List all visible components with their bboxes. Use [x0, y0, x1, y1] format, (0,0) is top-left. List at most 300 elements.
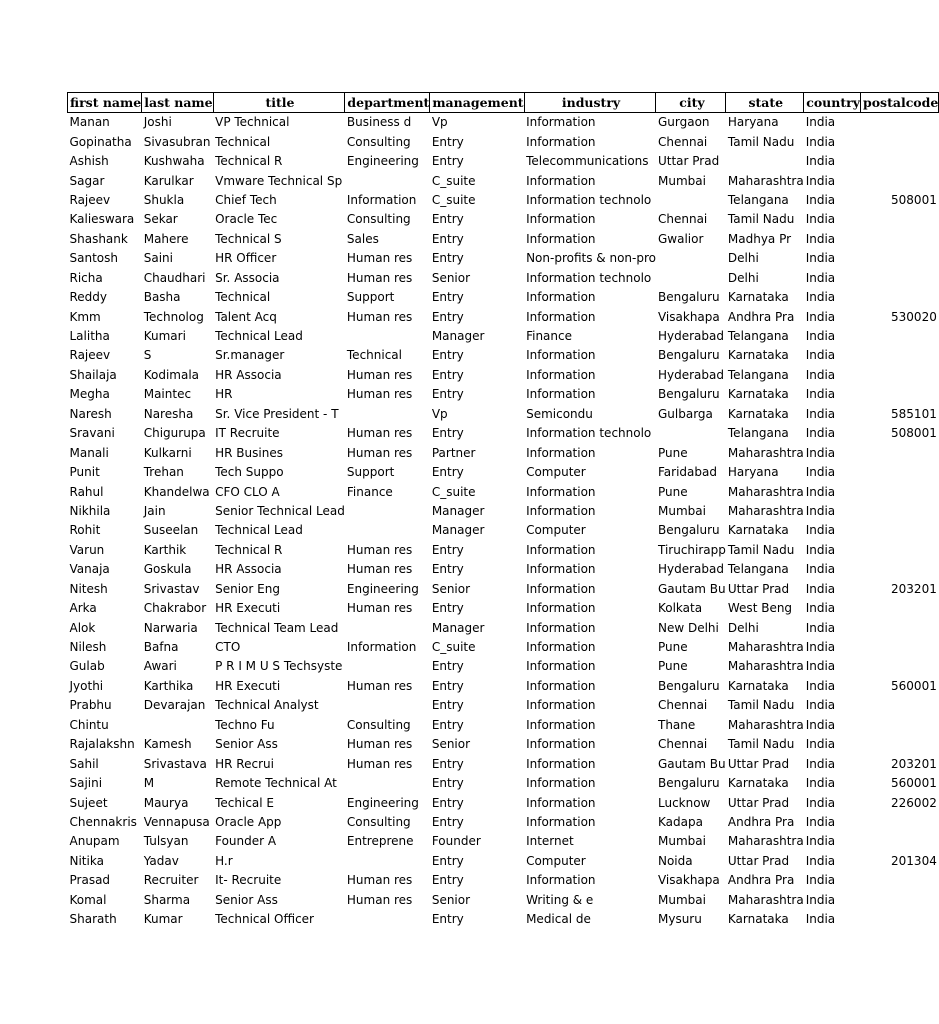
table-cell-postalcode[interactable] — [860, 152, 938, 171]
table-cell-postalcode[interactable]: 201304 — [891, 853, 937, 868]
table-cell-title[interactable]: HR Associa — [215, 367, 282, 382]
table-cell-postalcode[interactable]: 560001 — [891, 776, 937, 791]
table-cell-industry[interactable]: Information — [526, 309, 596, 324]
table-cell-title[interactable]: Technical Team Lead — [215, 620, 339, 635]
table-cell-state[interactable]: Telangana — [727, 562, 789, 577]
table-cell-management[interactable]: Partner — [431, 445, 476, 460]
table-cell-department[interactable] — [345, 327, 430, 346]
table-cell-management[interactable]: Entry — [431, 873, 464, 888]
table-cell-department[interactable]: Human res — [346, 873, 413, 888]
table-cell-industry[interactable]: Information — [526, 290, 596, 305]
table-cell-first-name[interactable]: Varun — [69, 542, 105, 557]
table-cell-last-name[interactable]: Awari — [143, 659, 177, 674]
table-cell-postalcode[interactable] — [860, 463, 938, 482]
header-cell[interactable]: department — [345, 93, 430, 113]
table-cell-title[interactable]: Techno Fu — [215, 717, 275, 732]
table-cell-title[interactable]: Sr.manager — [215, 348, 285, 363]
header-cell[interactable]: first name — [68, 93, 142, 113]
table-cell-department[interactable]: Human res — [346, 601, 413, 616]
table-cell-postalcode[interactable] — [860, 210, 938, 229]
table-cell-state[interactable]: Uttar Prad — [727, 756, 790, 771]
table-cell-city[interactable] — [656, 249, 726, 268]
table-cell-state[interactable]: Tamil Nadu — [727, 698, 795, 713]
table-cell-title[interactable]: HR Busines — [215, 445, 283, 460]
table-cell-management[interactable]: Entry — [431, 659, 464, 674]
table-cell-management[interactable]: Entry — [431, 290, 464, 305]
table-cell-title[interactable]: Sr. Associa — [215, 270, 280, 285]
table-cell-city[interactable]: Visakhapa — [657, 309, 720, 324]
table-cell-first-name[interactable]: Gopinatha — [69, 134, 132, 149]
table-cell-department[interactable]: Human res — [346, 367, 413, 382]
table-cell-last-name[interactable]: Mahere — [143, 231, 189, 246]
table-cell-department[interactable]: Human res — [346, 756, 413, 771]
table-cell-city[interactable]: Gurgaon — [657, 115, 710, 130]
table-cell-first-name[interactable]: Manan — [69, 115, 110, 130]
table-cell-city[interactable]: Chennai — [657, 134, 708, 149]
table-cell-first-name[interactable]: Chintu — [69, 717, 109, 732]
table-cell-state[interactable]: Maharashtra — [727, 717, 804, 732]
table-cell-state[interactable]: Haryana — [727, 465, 779, 480]
table-cell-industry[interactable]: Information — [526, 795, 596, 810]
table-cell-state[interactable]: Maharashtra — [727, 659, 804, 674]
table-cell-title[interactable]: HR — [215, 387, 233, 402]
header-cell[interactable]: industry — [524, 93, 656, 113]
table-cell-industry[interactable]: Medical de — [526, 912, 591, 927]
table-cell-state[interactable]: Karnataka — [727, 348, 789, 363]
table-cell-city[interactable]: Noida — [657, 853, 693, 868]
table-cell-management[interactable]: Entry — [431, 367, 464, 382]
table-cell-postalcode[interactable] — [860, 482, 938, 501]
table-cell-title[interactable]: IT Recruite — [215, 426, 280, 441]
table-cell-department[interactable]: Human res — [346, 892, 413, 907]
table-cell-city[interactable]: Gautam Bu — [657, 756, 726, 771]
table-cell-last-name[interactable]: Tulsyan — [143, 834, 189, 849]
table-cell-postalcode[interactable] — [860, 599, 938, 618]
table-cell-industry[interactable]: Information — [526, 542, 596, 557]
table-cell-country[interactable]: India — [805, 601, 836, 616]
table-cell-industry[interactable]: Information — [526, 348, 596, 363]
table-cell-postalcode[interactable] — [860, 230, 938, 249]
table-cell-last-name[interactable]: Chigurupa — [143, 426, 206, 441]
table-cell-last-name[interactable]: Trehan — [143, 465, 184, 480]
table-cell-department[interactable]: Consulting — [346, 134, 411, 149]
table-cell-first-name[interactable]: Alok — [69, 620, 96, 635]
table-cell-management[interactable]: Vp — [431, 115, 448, 130]
table-cell-country[interactable]: India — [805, 387, 836, 402]
table-cell-management[interactable]: Vp — [431, 406, 448, 421]
table-cell-country[interactable]: India — [805, 134, 836, 149]
table-cell-last-name[interactable]: Maurya — [143, 795, 189, 810]
table-cell-department[interactable]: Human res — [346, 309, 413, 324]
table-cell-state[interactable]: Andhra Pra — [727, 873, 795, 888]
table-cell-city[interactable]: Pune — [657, 445, 688, 460]
table-cell-country[interactable]: India — [805, 562, 836, 577]
table-cell-postalcode[interactable] — [860, 735, 938, 754]
table-cell-state[interactable]: Tamil Nadu — [727, 134, 795, 149]
table-cell-state[interactable]: Tamil Nadu — [727, 212, 795, 227]
table-cell-country[interactable]: India — [805, 231, 836, 246]
table-cell-last-name[interactable]: Joshi — [143, 115, 172, 130]
table-cell-state[interactable]: Telangana — [727, 192, 789, 207]
table-cell-last-name[interactable]: Vennapusa — [143, 814, 210, 829]
table-cell-first-name[interactable]: Komal — [69, 892, 107, 907]
table-cell-department[interactable]: Business d — [346, 115, 412, 130]
table-cell-title[interactable]: Technical Lead — [215, 523, 303, 538]
table-cell-city[interactable]: Mumbai — [657, 503, 706, 518]
table-cell-country[interactable]: India — [805, 192, 836, 207]
table-cell-state[interactable]: Karnataka — [727, 387, 789, 402]
table-cell-industry[interactable]: Information — [526, 212, 596, 227]
table-cell-country[interactable]: India — [805, 640, 836, 655]
table-cell-postalcode[interactable] — [860, 891, 938, 910]
table-cell-first-name[interactable]: Nikhila — [69, 503, 111, 518]
table-cell-industry[interactable]: Computer — [526, 465, 586, 480]
table-cell-city[interactable]: Bengaluru — [657, 776, 720, 791]
table-cell-title[interactable]: Sr. Vice President - T — [215, 406, 339, 421]
table-cell-management[interactable]: Founder — [431, 834, 481, 849]
table-cell-state[interactable]: Andhra Pra — [727, 309, 795, 324]
table-cell-state[interactable]: Telangana — [727, 367, 789, 382]
table-cell-industry[interactable]: Information — [526, 231, 596, 246]
table-cell-state[interactable]: Delhi — [727, 251, 759, 266]
table-cell-last-name[interactable]: Srivastava — [143, 756, 207, 771]
table-cell-title[interactable]: Senior Ass — [215, 737, 278, 752]
table-cell-last-name[interactable]: M — [143, 776, 155, 791]
table-cell-title[interactable]: Technical R — [215, 154, 283, 169]
table-cell-first-name[interactable]: Naresh — [69, 406, 112, 421]
table-cell-last-name[interactable]: Karulkar — [143, 173, 194, 188]
table-cell-postalcode[interactable] — [860, 502, 938, 521]
table-cell-department[interactable]: Engineering — [346, 154, 419, 169]
table-cell-last-name[interactable]: Chakrabor — [143, 601, 207, 616]
table-cell-first-name[interactable]: Vanaja — [69, 562, 110, 577]
table-cell-management[interactable]: Entry — [431, 698, 464, 713]
table-cell-state[interactable]: Maharashtra — [727, 445, 804, 460]
header-cell[interactable]: country — [804, 93, 861, 113]
table-cell-last-name[interactable]: Khandelwa — [143, 484, 210, 499]
table-cell-industry[interactable]: Information — [526, 659, 596, 674]
table-cell-first-name[interactable]: Kalieswara — [69, 212, 135, 227]
table-cell-industry[interactable]: Information technolo — [526, 192, 652, 207]
table-cell-department[interactable]: Human res — [346, 270, 413, 285]
table-cell-title[interactable]: Techical E — [215, 795, 275, 810]
table-cell-country[interactable]: India — [805, 367, 836, 382]
table-cell-first-name[interactable]: Prabhu — [69, 698, 112, 713]
header-cell[interactable]: title — [213, 93, 345, 113]
table-cell-title[interactable]: HR Executi — [215, 601, 281, 616]
table-cell-management[interactable]: Entry — [431, 795, 464, 810]
table-cell-city[interactable]: Mumbai — [657, 834, 706, 849]
table-cell-department[interactable]: Engineering — [346, 581, 419, 596]
table-cell-department[interactable] — [345, 405, 430, 424]
table-cell-industry[interactable]: Information — [526, 445, 596, 460]
table-cell-postalcode[interactable] — [860, 327, 938, 346]
table-cell-last-name[interactable]: Bafna — [143, 640, 179, 655]
table-cell-first-name[interactable]: Prasad — [69, 873, 111, 888]
table-cell-first-name[interactable]: Rahul — [69, 484, 104, 499]
table-cell-industry[interactable]: Information — [526, 737, 596, 752]
table-cell-first-name[interactable]: Kmm — [69, 309, 101, 324]
table-cell-title[interactable]: HR Recrui — [215, 756, 274, 771]
table-cell-industry[interactable]: Information — [526, 134, 596, 149]
table-cell-state[interactable]: Telangana — [727, 329, 789, 344]
table-cell-department[interactable]: Sales — [346, 231, 379, 246]
table-cell-industry[interactable]: Information — [526, 387, 596, 402]
table-cell-country[interactable]: India — [805, 212, 836, 227]
table-cell-management[interactable]: Manager — [431, 620, 485, 635]
table-cell-country[interactable]: India — [805, 154, 836, 169]
table-cell-city[interactable]: Mumbai — [657, 173, 706, 188]
table-cell-title[interactable]: Technical — [215, 290, 271, 305]
table-cell-title[interactable]: It- Recruite — [215, 873, 282, 888]
table-cell-management[interactable]: C_suite — [431, 484, 476, 499]
table-cell-country[interactable]: India — [805, 426, 836, 441]
table-cell-management[interactable]: Entry — [431, 348, 464, 363]
table-cell-industry[interactable]: Information — [526, 115, 596, 130]
table-cell-postalcode[interactable] — [860, 249, 938, 268]
table-cell-country[interactable]: India — [805, 270, 836, 285]
table-cell-management[interactable]: Entry — [431, 426, 464, 441]
table-cell-management[interactable]: Manager — [431, 329, 485, 344]
table-cell-management[interactable]: Entry — [431, 912, 464, 927]
table-cell-city[interactable]: Kolkata — [657, 601, 703, 616]
table-cell-title[interactable]: HR Officer — [215, 251, 277, 266]
table-cell-city[interactable]: Mysuru — [657, 912, 702, 927]
table-cell-city[interactable]: Gulbarga — [657, 406, 713, 421]
table-cell-first-name[interactable]: Santosh — [69, 251, 118, 266]
table-cell-postalcode[interactable] — [860, 638, 938, 657]
table-cell-first-name[interactable]: Sharath — [69, 912, 117, 927]
table-cell-postalcode[interactable] — [860, 832, 938, 851]
table-cell-city[interactable]: Chennai — [657, 698, 708, 713]
table-cell-title[interactable]: Technical — [215, 134, 271, 149]
table-cell-title[interactable]: Vmware Technical Sp — [215, 173, 343, 188]
table-cell-country[interactable]: India — [805, 892, 836, 907]
table-cell-management[interactable]: Entry — [431, 678, 464, 693]
table-cell-department[interactable] — [345, 774, 430, 793]
table-cell-management[interactable]: Entry — [431, 134, 464, 149]
table-cell-management[interactable]: C_suite — [431, 173, 476, 188]
table-cell-postalcode[interactable]: 226002 — [891, 795, 937, 810]
table-cell-department[interactable] — [345, 910, 430, 929]
table-cell-title[interactable]: HR Associa — [215, 562, 282, 577]
table-cell-department[interactable]: Engineering — [346, 795, 419, 810]
table-cell-last-name[interactable]: Karthika — [143, 678, 194, 693]
table-cell-country[interactable]: India — [805, 873, 836, 888]
table-cell-last-name[interactable]: Naresha — [143, 406, 194, 421]
table-cell-title[interactable]: Technical Lead — [215, 329, 303, 344]
table-cell-department[interactable] — [345, 502, 430, 521]
table-cell-first-name[interactable]: Reddy — [69, 290, 108, 305]
table-cell-management[interactable]: Entry — [431, 154, 464, 169]
table-cell-title[interactable]: CFO CLO A — [215, 484, 280, 499]
table-cell-country[interactable]: India — [805, 484, 836, 499]
table-cell-department[interactable]: Consulting — [346, 212, 411, 227]
table-cell-city[interactable]: Pune — [657, 640, 688, 655]
table-cell-management[interactable]: Entry — [431, 212, 464, 227]
table-cell-management[interactable]: Entry — [431, 542, 464, 557]
table-cell-first-name[interactable]: Rohit — [69, 523, 101, 538]
table-cell-industry[interactable]: Semicondu — [526, 406, 593, 421]
table-cell-department[interactable] — [345, 618, 430, 637]
table-cell-industry[interactable]: Information technolo — [526, 426, 652, 441]
table-cell-management[interactable]: Manager — [431, 503, 485, 518]
table-cell-country[interactable]: India — [805, 853, 836, 868]
table-cell-state[interactable]: Madhya Pr — [727, 231, 792, 246]
table-cell-department[interactable] — [345, 657, 430, 676]
table-cell-postalcode[interactable]: 585101 — [891, 406, 937, 421]
table-cell-department[interactable]: Information — [346, 192, 417, 207]
table-cell-last-name[interactable]: Chaudhari — [143, 270, 206, 285]
table-cell-state[interactable]: Karnataka — [727, 290, 789, 305]
table-cell-management[interactable]: Senior — [431, 892, 471, 907]
table-cell-department[interactable] — [345, 852, 430, 871]
table-cell-department[interactable]: Human res — [346, 542, 413, 557]
table-cell-department[interactable] — [345, 696, 430, 715]
table-cell-industry[interactable]: Information — [526, 814, 596, 829]
table-cell-postalcode[interactable] — [860, 346, 938, 365]
table-cell-country[interactable]: India — [805, 503, 836, 518]
table-cell-industry[interactable]: Information — [526, 367, 596, 382]
table-cell-country[interactable]: India — [805, 309, 836, 324]
table-cell-last-name[interactable]: Maintec — [143, 387, 192, 402]
table-cell-country[interactable]: India — [805, 912, 836, 927]
table-cell-last-name[interactable]: Sekar — [143, 212, 178, 227]
table-cell-management[interactable]: Manager — [431, 523, 485, 538]
table-cell-first-name[interactable]: Nitika — [69, 853, 104, 868]
table-cell-industry[interactable]: Information — [526, 620, 596, 635]
table-cell-department[interactable]: Finance — [346, 484, 393, 499]
table-cell-first-name[interactable]: Richa — [69, 270, 103, 285]
table-cell-management[interactable]: Senior — [431, 737, 471, 752]
table-cell-title[interactable]: Senior Ass — [215, 892, 278, 907]
table-cell-country[interactable]: India — [805, 115, 836, 130]
table-cell-postalcode[interactable] — [860, 288, 938, 307]
table-cell-state[interactable] — [726, 152, 804, 171]
table-cell-city[interactable]: Uttar Prad — [657, 154, 720, 169]
table-cell-state[interactable]: Karnataka — [727, 678, 789, 693]
table-cell-last-name[interactable]: Devarajan — [143, 698, 206, 713]
table-cell-department[interactable]: Human res — [346, 678, 413, 693]
table-cell-industry[interactable]: Information technolo — [526, 270, 652, 285]
table-cell-first-name[interactable]: Sujeet — [69, 795, 108, 810]
table-cell-industry[interactable]: Information — [526, 698, 596, 713]
table-cell-first-name[interactable]: Ashish — [69, 154, 109, 169]
table-cell-department[interactable]: Technical — [346, 348, 402, 363]
table-cell-management[interactable]: Entry — [431, 717, 464, 732]
table-cell-country[interactable]: India — [805, 737, 836, 752]
table-cell-country[interactable]: India — [805, 756, 836, 771]
table-cell-last-name[interactable]: Shukla — [143, 192, 185, 207]
table-cell-title[interactable]: Remote Technical At — [215, 776, 337, 791]
table-cell-last-name[interactable]: Saini — [143, 251, 173, 266]
table-cell-country[interactable]: India — [805, 465, 836, 480]
table-cell-management[interactable]: Entry — [431, 756, 464, 771]
table-cell-country[interactable]: India — [805, 659, 836, 674]
table-cell-last-name[interactable]: Kulkarni — [143, 445, 192, 460]
table-cell-postalcode[interactable] — [860, 113, 938, 133]
table-cell-title[interactable]: H.r — [215, 853, 233, 868]
table-cell-department[interactable]: Human res — [346, 562, 413, 577]
table-cell-state[interactable]: Maharashtra — [727, 834, 804, 849]
table-cell-management[interactable]: Entry — [431, 231, 464, 246]
table-cell-industry[interactable]: Non-profits & non-pro — [526, 251, 656, 266]
table-cell-title[interactable]: Senior Technical Lead — [215, 503, 345, 518]
table-cell-country[interactable]: India — [805, 329, 836, 344]
table-cell-last-name[interactable]: Yadav — [143, 853, 179, 868]
table-cell-first-name[interactable]: Sagar — [69, 173, 105, 188]
table-cell-postalcode[interactable] — [860, 910, 938, 929]
table-cell-country[interactable]: India — [805, 523, 836, 538]
table-cell-postalcode[interactable]: 560001 — [891, 678, 937, 693]
table-cell-state[interactable]: Maharashtra — [727, 503, 804, 518]
table-cell-city[interactable]: Bengaluru — [657, 387, 720, 402]
table-cell-city[interactable]: Faridabad — [657, 465, 717, 480]
table-cell-country[interactable]: India — [805, 698, 836, 713]
table-cell-first-name[interactable]: Arka — [69, 601, 97, 616]
table-cell-postalcode[interactable]: 508001 — [891, 426, 937, 441]
table-cell-country[interactable]: India — [805, 834, 836, 849]
table-cell-department[interactable]: Human res — [346, 737, 413, 752]
table-cell-title[interactable]: Tech Suppo — [215, 465, 284, 480]
table-cell-city[interactable]: Visakhapa — [657, 873, 720, 888]
header-cell[interactable]: city — [656, 93, 726, 113]
table-cell-management[interactable]: Senior — [431, 581, 471, 596]
table-cell-department[interactable]: Human res — [346, 387, 413, 402]
table-cell-management[interactable]: Entry — [431, 387, 464, 402]
table-cell-industry[interactable]: Information — [526, 484, 596, 499]
table-cell-last-name[interactable]: Kumari — [143, 329, 186, 344]
table-cell-country[interactable]: India — [805, 814, 836, 829]
table-cell-state[interactable]: Telangana — [727, 426, 789, 441]
table-cell-department[interactable] — [345, 521, 430, 540]
table-cell-state[interactable]: Maharashtra — [727, 173, 804, 188]
table-cell-postalcode[interactable]: 203201 — [891, 756, 937, 771]
table-cell-state[interactable]: Uttar Prad — [727, 795, 790, 810]
table-cell-city[interactable]: Hyderabad — [657, 562, 724, 577]
table-cell-industry[interactable]: Information — [526, 601, 596, 616]
table-cell-city[interactable]: Hyderabad — [657, 329, 724, 344]
table-cell-management[interactable]: C_suite — [431, 640, 476, 655]
table-cell-country[interactable]: India — [805, 348, 836, 363]
table-cell-postalcode[interactable] — [860, 657, 938, 676]
table-cell-first-name[interactable]: Rajeev — [69, 192, 111, 207]
table-cell-management[interactable]: Entry — [431, 776, 464, 791]
table-cell-last-name[interactable]: Jain — [143, 503, 166, 518]
table-cell-last-name[interactable]: Kodimala — [143, 367, 200, 382]
table-cell-last-name[interactable]: Goskula — [143, 562, 192, 577]
table-cell-management[interactable]: Entry — [431, 465, 464, 480]
table-cell-title[interactable]: HR Executi — [215, 678, 281, 693]
table-cell-title[interactable]: Technical Analyst — [215, 698, 319, 713]
table-cell-city[interactable]: Bengaluru — [657, 678, 720, 693]
table-cell-postalcode[interactable] — [860, 871, 938, 890]
table-cell-postalcode[interactable] — [860, 521, 938, 540]
table-cell-department[interactable]: Entreprene — [346, 834, 414, 849]
table-cell-postalcode[interactable] — [860, 716, 938, 735]
table-cell-industry[interactable]: Information — [526, 756, 596, 771]
table-cell-country[interactable]: India — [805, 581, 836, 596]
table-cell-industry[interactable]: Writing & e — [526, 892, 594, 907]
table-cell-postalcode[interactable] — [860, 560, 938, 579]
table-cell-first-name[interactable]: Megha — [69, 387, 110, 402]
table-cell-state[interactable]: Maharashtra — [727, 892, 804, 907]
table-cell-city[interactable]: Pune — [657, 484, 688, 499]
table-cell-state[interactable]: Karnataka — [727, 406, 789, 421]
table-cell-last-name[interactable]: Sharma — [143, 892, 191, 907]
table-cell-title[interactable]: Founder A — [215, 834, 277, 849]
table-cell-industry[interactable]: Information — [526, 581, 596, 596]
